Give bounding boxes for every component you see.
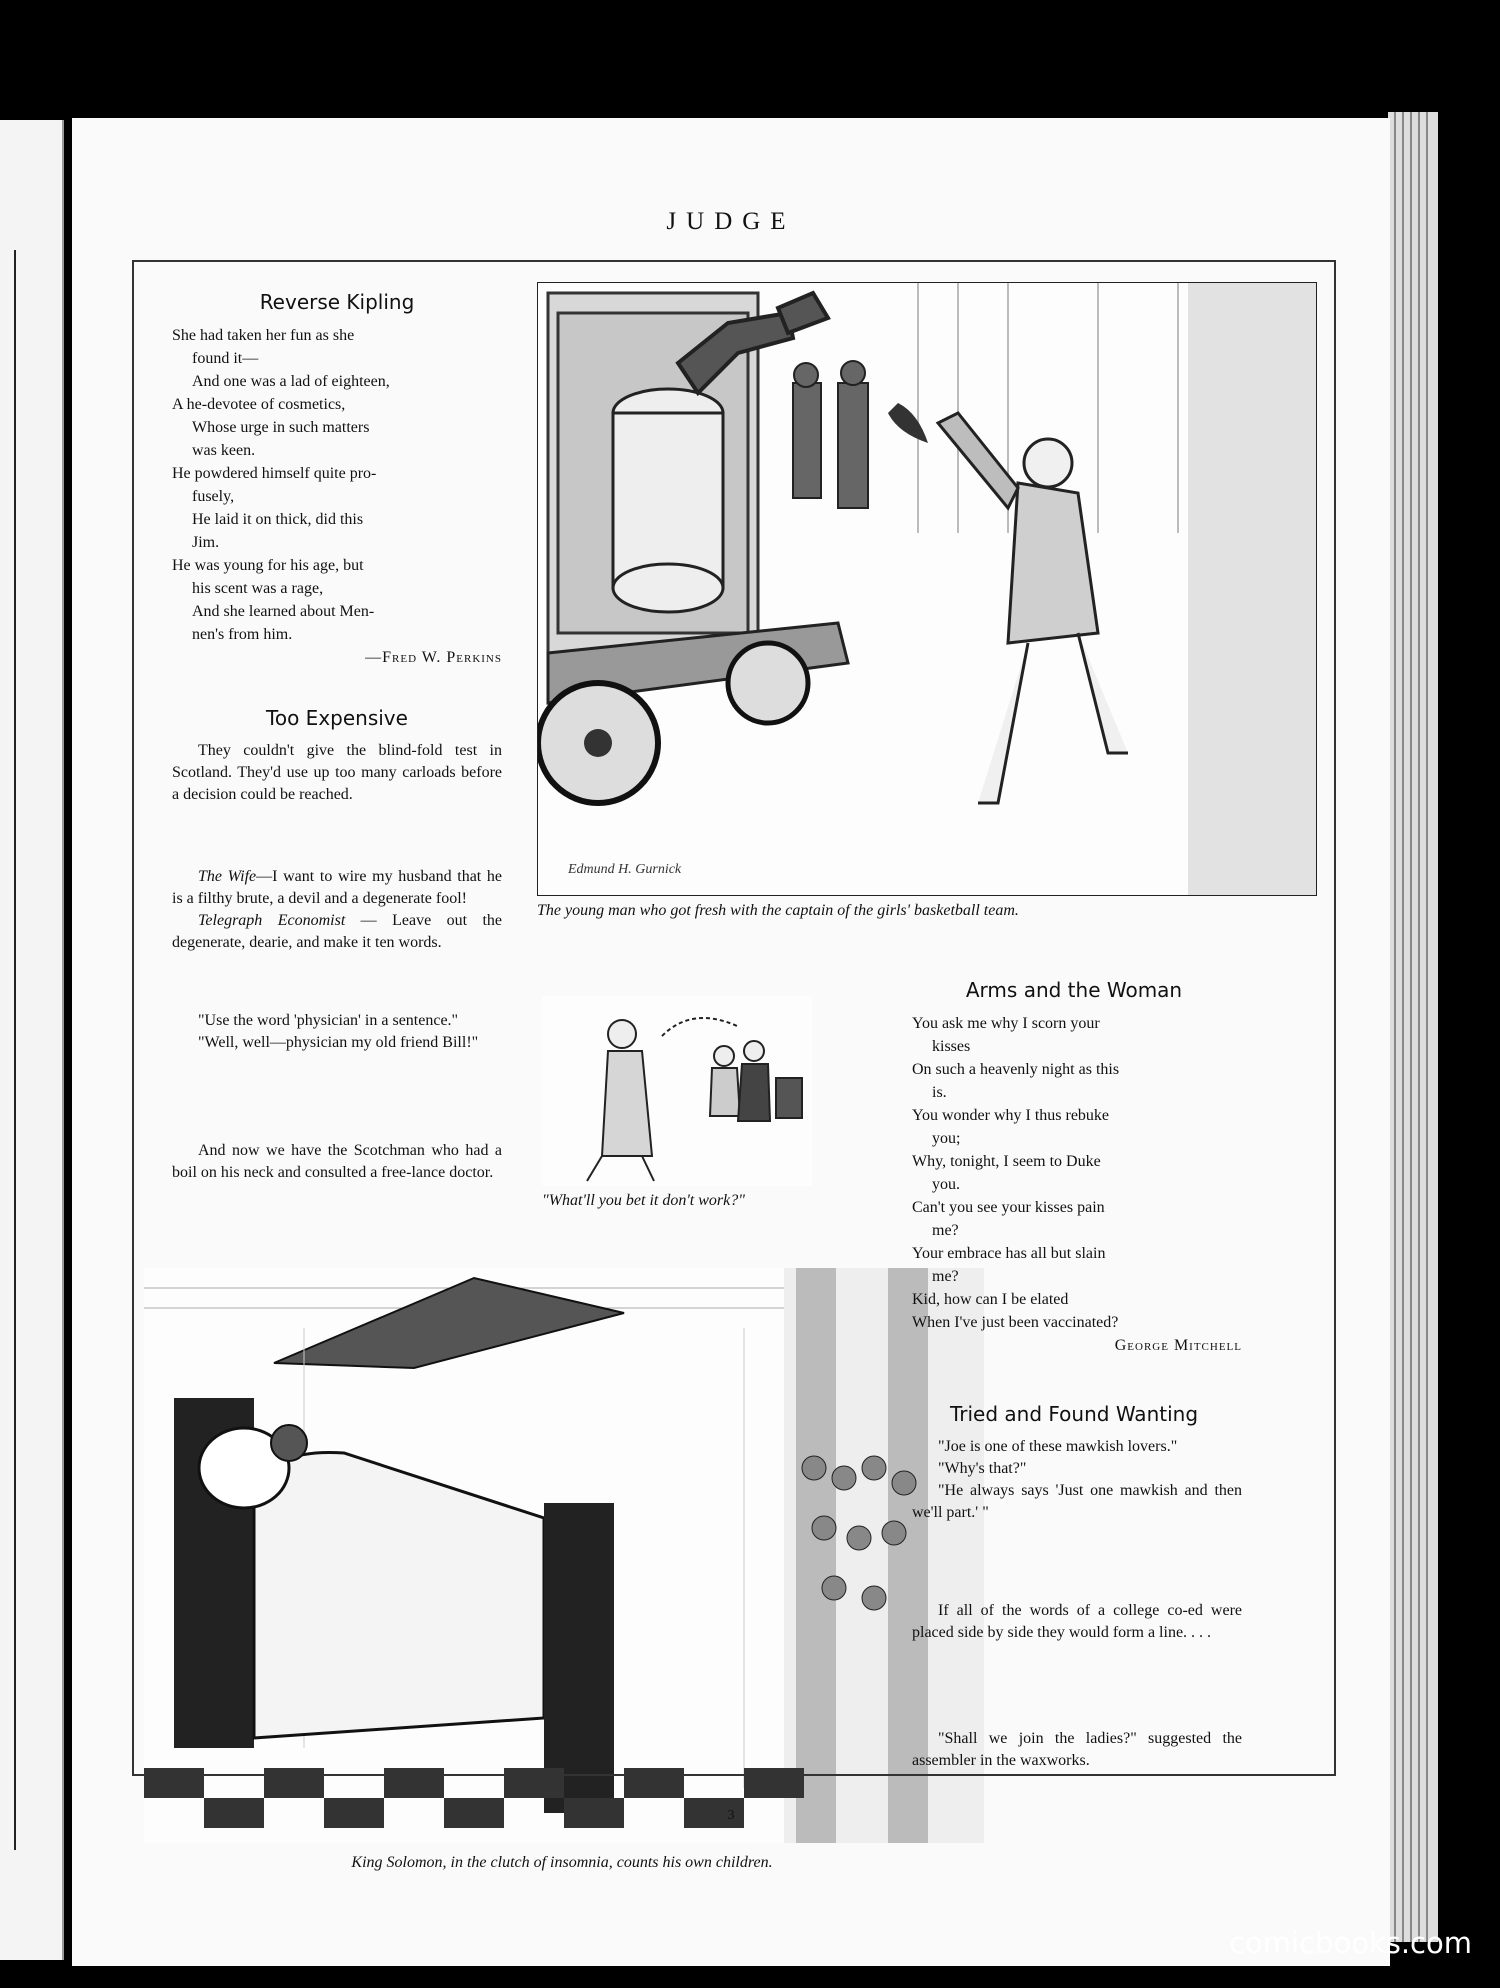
poem-line: And one was a lad of eighteen, xyxy=(192,373,390,390)
poem-line: you. xyxy=(932,1176,960,1193)
poem-line: He powdered himself quite pro- xyxy=(172,465,377,482)
physician-line: "Use the word 'physician' in a sentence." xyxy=(198,1012,459,1029)
coed-paragraph: If all of the words of a college co-ed were placed side by side they would form a line. . . . xyxy=(912,1602,1242,1641)
watermark-text: comicbooks.com xyxy=(1229,1926,1472,1960)
too-expensive-title: Too Expensive xyxy=(266,706,408,730)
magazine-page xyxy=(72,118,1390,1966)
mawkish-line: "He always says 'Just one mawkish and then we'll part.' " xyxy=(912,1482,1242,1521)
poem-line: me? xyxy=(932,1268,959,1285)
poem-line: He laid it on thick, did this xyxy=(192,511,364,528)
poem-line: You ask me why I scorn your xyxy=(912,1015,1100,1032)
arms-woman-title: Arms and the Woman xyxy=(965,978,1183,1002)
facing-page-edge xyxy=(0,120,64,1960)
wife-line: —I want to wire my husband that he is a filthy brute, a devil and a degenerate fool! xyxy=(172,868,503,907)
too-expensive-paragraph: They couldn't give the blind-fold test in Scotland. They'd use up too many carloads before a decision could be reached. xyxy=(172,742,502,803)
poem-line: you; xyxy=(932,1130,961,1147)
poem-line: nen's from him. xyxy=(192,626,293,643)
poem-line: And she learned about Men- xyxy=(192,603,375,620)
what-bet-caption: "What'll you bet it don't work?" xyxy=(542,1192,745,1209)
poem-author: George Mitchell xyxy=(1114,1337,1242,1354)
scotchman-paragraph: And now we have the Scotchman who had a boil on his neck and consulted a free-lance doctor. xyxy=(172,1142,502,1181)
content-border xyxy=(132,260,1336,1776)
poem-line: When I've just been vaccinated? xyxy=(912,1314,1119,1331)
artist-signature: Edmund H. Gurnick xyxy=(568,862,682,877)
physician-reply: "Well, well—physician my old friend Bill!" xyxy=(198,1034,479,1051)
why-line: "Why's that?" xyxy=(938,1460,1027,1477)
poem-line: Your embrace has all but slain xyxy=(912,1245,1106,1262)
poem-line: On such a heavenly night as this xyxy=(912,1061,1120,1078)
poem-line: his scent was a rage, xyxy=(192,580,324,597)
ladies-paragraph: "Shall we join the ladies?" suggested the assembler in the waxworks. xyxy=(912,1730,1242,1769)
facing-page-border xyxy=(0,250,16,1850)
tried-found-wanting-title: Tried and Found Wanting xyxy=(949,1402,1199,1426)
poem-line: me? xyxy=(932,1222,959,1239)
economist-line: — Leave out the degenerate, dearie, and make it ten words. xyxy=(172,912,502,951)
poem-line: He was young for his age, but xyxy=(172,557,364,574)
poem-line: Jim. xyxy=(192,534,220,551)
page-stack-edge xyxy=(1388,112,1438,1942)
page-number: 3 xyxy=(727,1808,735,1823)
poem-line: You wonder why I thus rebuke xyxy=(912,1107,1110,1124)
poem-line: Kid, how can I be elated xyxy=(912,1291,1069,1308)
poem-line: fusely, xyxy=(192,488,235,505)
poem-line: Can't you see your kisses pain xyxy=(912,1199,1105,1216)
poem-author: —Fred W. Perkins xyxy=(365,649,502,666)
economist-speaker: Telegraph Economist xyxy=(198,912,346,929)
poem-line: Whose urge in such matters xyxy=(192,419,370,436)
poem-line: was keen. xyxy=(192,442,256,459)
king-solomon-caption: King Solomon, in the clutch of insomnia, counts his own children. xyxy=(351,1854,773,1871)
poem-line: A he-devotee of cosmetics, xyxy=(172,396,346,413)
watermark xyxy=(1229,1926,1472,1960)
reverse-kipling-title: Reverse Kipling xyxy=(259,290,415,314)
poem-line: is. xyxy=(932,1084,947,1101)
poem-line: She had taken her fun as she xyxy=(172,327,355,344)
joe-line: "Joe is one of these mawkish lovers." xyxy=(938,1438,1178,1455)
poem-line: Why, tonight, I seem to Duke xyxy=(912,1153,1101,1170)
basketball-caption: The young man who got fresh with the captain of the girls' basketball team. xyxy=(537,902,1019,919)
wife-speaker: The Wife xyxy=(198,868,257,885)
poem-line: found it— xyxy=(192,350,259,367)
poem-line: kisses xyxy=(932,1038,971,1055)
masthead: JUDGE xyxy=(666,208,796,235)
